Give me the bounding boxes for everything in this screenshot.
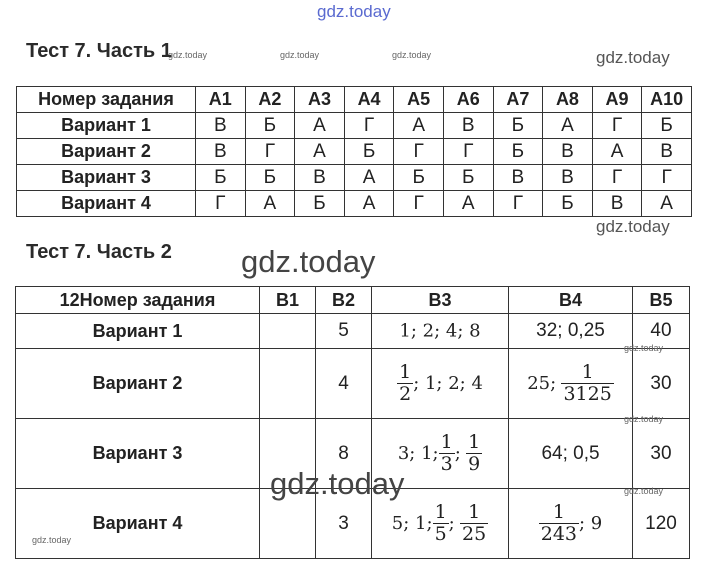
answer-cell: Г bbox=[642, 165, 692, 191]
column-header: В5 bbox=[633, 287, 690, 314]
answer-cell bbox=[509, 489, 633, 559]
denominator: 5 bbox=[434, 523, 447, 545]
answer-text: 25; bbox=[527, 373, 557, 394]
column-header: В4 bbox=[509, 287, 633, 314]
answer-cell: 120 bbox=[633, 489, 690, 559]
watermark: gdz.today bbox=[168, 50, 208, 60]
answer-cell: Г bbox=[245, 139, 295, 165]
row-label: Вариант 2 bbox=[16, 349, 260, 419]
fraction bbox=[539, 502, 579, 545]
column-header: В1 bbox=[260, 287, 316, 314]
answer-cell: 8 bbox=[316, 419, 372, 489]
column-header: В3 bbox=[372, 287, 509, 314]
answer-cell: Б bbox=[443, 165, 493, 191]
table-row bbox=[17, 191, 692, 217]
watermark: gdz.today bbox=[624, 414, 664, 424]
answer-cell: В bbox=[295, 165, 345, 191]
answer-cell: В bbox=[642, 139, 692, 165]
answer-text: ; bbox=[454, 443, 461, 464]
answer-cell: Г bbox=[443, 139, 493, 165]
answer-cell: А bbox=[344, 165, 394, 191]
denominator: 243 bbox=[540, 523, 577, 545]
watermark: gdz.today bbox=[32, 535, 72, 545]
column-header: А2 bbox=[245, 87, 295, 113]
answer-cell bbox=[372, 349, 509, 419]
row-label: Вариант 1 bbox=[17, 113, 196, 139]
watermark: gdz.today bbox=[280, 50, 320, 60]
watermark: gdz.today bbox=[270, 466, 405, 501]
answer-text: 3; 1; bbox=[397, 443, 439, 464]
table-row bbox=[16, 314, 690, 349]
watermark: gdz.today bbox=[596, 217, 670, 236]
column-header: А4 bbox=[344, 87, 394, 113]
answer-cell: Б bbox=[493, 139, 543, 165]
answer-cell: 64; 0,5 bbox=[509, 419, 633, 489]
fraction bbox=[561, 362, 613, 405]
numerator: 1 bbox=[552, 501, 565, 524]
answer-cell: Б bbox=[493, 113, 543, 139]
answer-text: ; 1; 2; 4 bbox=[413, 373, 483, 394]
fraction bbox=[439, 432, 455, 475]
answer-cell: Г bbox=[493, 191, 543, 217]
column-header: А10 bbox=[642, 87, 692, 113]
table-row bbox=[17, 113, 692, 139]
answer-cell: 4 bbox=[316, 349, 372, 419]
denominator: 25 bbox=[462, 523, 487, 545]
answer-text: 1; 2; 4; 8 bbox=[399, 320, 481, 342]
answer-cell: Б bbox=[642, 113, 692, 139]
column-header: А9 bbox=[592, 87, 642, 113]
answer-cell: А bbox=[295, 139, 345, 165]
answer-cell: Б bbox=[394, 165, 444, 191]
answer-cell: А bbox=[394, 113, 444, 139]
watermark: gdz.today bbox=[624, 343, 664, 353]
row-label: Вариант 3 bbox=[16, 419, 260, 489]
column-header: А8 bbox=[543, 87, 593, 113]
answer-cell: В bbox=[543, 165, 593, 191]
part2-answer-table bbox=[15, 286, 690, 559]
part2-heading: Тест 7. Часть 2 bbox=[26, 241, 172, 263]
denominator: 3 bbox=[440, 453, 453, 475]
column-header: А1 bbox=[196, 87, 246, 113]
answer-cell: В bbox=[493, 165, 543, 191]
column-header: А5 bbox=[394, 87, 444, 113]
answer-cell: А bbox=[245, 191, 295, 217]
answer-cell: А bbox=[543, 113, 593, 139]
answer-cell bbox=[509, 349, 633, 419]
answer-cell: В bbox=[196, 113, 246, 139]
answer-cell: В bbox=[443, 113, 493, 139]
answer-cell: 32; 0,25 bbox=[509, 314, 633, 349]
column-header: А3 bbox=[295, 87, 345, 113]
answer-cell: Г bbox=[394, 191, 444, 217]
answer-cell: Б bbox=[543, 191, 593, 217]
watermark: gdz.today bbox=[392, 50, 432, 60]
row-label: Вариант 3 bbox=[17, 165, 196, 191]
watermark: gdz.today bbox=[241, 244, 376, 279]
row-label: Вариант 4 bbox=[17, 191, 196, 217]
answer-cell: Б bbox=[196, 165, 246, 191]
answer-cell bbox=[260, 314, 316, 349]
table-row bbox=[17, 165, 692, 191]
fraction bbox=[460, 502, 488, 545]
table-header-row bbox=[16, 287, 690, 314]
answer-cell: Б bbox=[344, 139, 394, 165]
answer-cell: 30 bbox=[633, 349, 690, 419]
part1-heading: Тест 7. Часть 1 bbox=[26, 40, 172, 62]
answer-cell: А bbox=[344, 191, 394, 217]
numerator: 1 bbox=[434, 501, 447, 524]
answer-cell: 5 bbox=[316, 314, 372, 349]
numerator: 1 bbox=[581, 361, 594, 384]
answer-cell: Г bbox=[394, 139, 444, 165]
answer-cell: Г bbox=[592, 165, 642, 191]
table-header-row bbox=[17, 87, 692, 113]
answer-cell: А bbox=[592, 139, 642, 165]
watermark: gdz.today bbox=[596, 48, 670, 67]
answer-cell: В bbox=[196, 139, 246, 165]
watermark-top: gdz.today bbox=[317, 2, 391, 21]
answer-text: ; bbox=[448, 513, 455, 534]
answer-cell: 3 bbox=[316, 489, 372, 559]
answer-cell: А bbox=[443, 191, 493, 217]
answer-cell bbox=[372, 314, 509, 349]
table-row bbox=[17, 139, 692, 165]
answer-cell: Г bbox=[344, 113, 394, 139]
answer-cell: 30 bbox=[633, 419, 690, 489]
fraction bbox=[433, 502, 449, 545]
row-label: Вариант 4 bbox=[16, 489, 260, 559]
numerator: 1 bbox=[468, 501, 481, 524]
watermark: gdz.today bbox=[624, 486, 664, 496]
answer-cell: А bbox=[295, 113, 345, 139]
denominator: 3125 bbox=[563, 383, 612, 405]
row-label: Вариант 2 bbox=[17, 139, 196, 165]
column-header: А6 bbox=[443, 87, 493, 113]
answer-cell: В bbox=[592, 191, 642, 217]
answer-cell: Г bbox=[592, 113, 642, 139]
fraction bbox=[466, 432, 482, 475]
numerator: 1 bbox=[468, 431, 481, 454]
answer-cell: В bbox=[543, 139, 593, 165]
column-header: А7 bbox=[493, 87, 543, 113]
answer-text: 5; 1; bbox=[391, 513, 433, 534]
numerator: 1 bbox=[399, 361, 412, 384]
answer-text: ; 9 bbox=[579, 513, 603, 534]
answer-cell: 40 bbox=[633, 314, 690, 349]
row-label: Вариант 1 bbox=[16, 314, 260, 349]
table-row bbox=[16, 349, 690, 419]
fraction bbox=[397, 362, 413, 405]
answer-cell: Б bbox=[245, 113, 295, 139]
numerator: 1 bbox=[440, 431, 453, 454]
column-header: В2 bbox=[316, 287, 372, 314]
denominator: 2 bbox=[399, 383, 412, 405]
denominator: 9 bbox=[468, 453, 481, 475]
answer-cell: А bbox=[642, 191, 692, 217]
answer-cell bbox=[260, 349, 316, 419]
answer-cell: Б bbox=[295, 191, 345, 217]
column-header: Номер задания bbox=[17, 87, 196, 113]
answer-cell: Г bbox=[196, 191, 246, 217]
column-header: 12Номер задания bbox=[16, 287, 260, 314]
part1-answer-table bbox=[16, 86, 692, 217]
answer-cell: Б bbox=[245, 165, 295, 191]
